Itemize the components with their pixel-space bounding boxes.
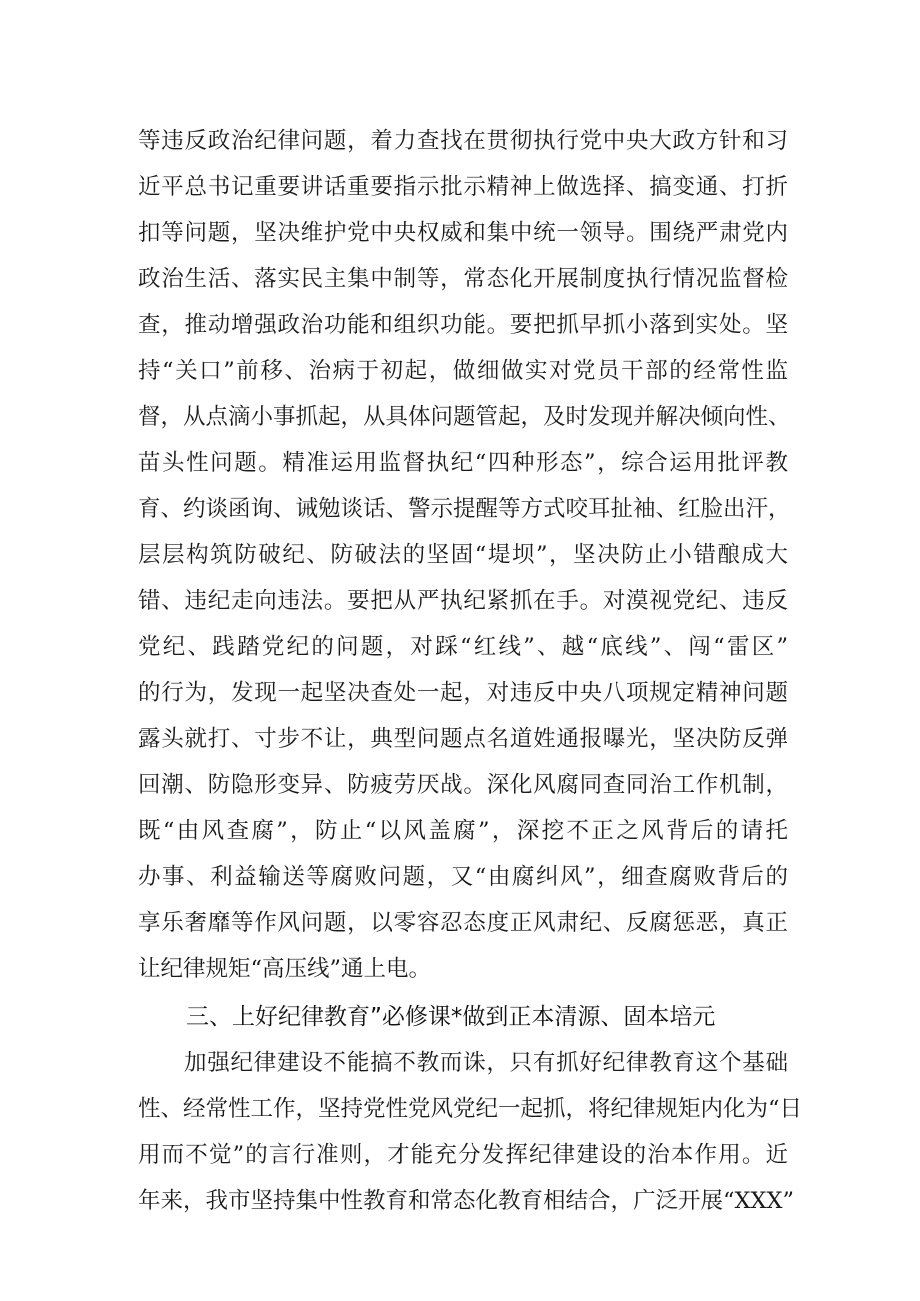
- text-line: 错、违纪走向违法。要把从严执纪紧抓在手。对漠视党纪、违反: [138, 588, 788, 614]
- text-line: 回潮、防隐形变异、防疲劳厌战。深化风腐同查同治工作机制，: [138, 772, 788, 798]
- paragraph-discipline-education: [138, 1040, 803, 1224]
- text-line: 享乐奢靡等作风问题，以零容忍态度正风肃纪、反腐惩恶，真正: [138, 910, 788, 936]
- text-line: 露头就打、寸步不让，典型问题点名道姓通报曝光，坚决防反弹: [138, 726, 788, 752]
- text-line: 党纪、践踏党纪的问题，对踩“红线”、越“底线”、闯“雷区”: [138, 634, 788, 660]
- text-line: 层层构筑防破纪、防破法的坚固“堤坝”，坚决防止小错酿成大: [138, 542, 788, 568]
- text-line: 近平总书记重要讲话重要指示批示精神上做选择、搞变通、打折: [138, 174, 788, 200]
- text-line: 等违反政治纪律问题，着力查找在贯彻执行党中央大政方针和习: [138, 128, 788, 154]
- document-body: [138, 118, 803, 1224]
- text-line: 查，推动增强政治功能和组织功能。要把抓早抓小落到实处。坚: [138, 312, 788, 338]
- text-line: 督，从点滴小事抓起，从具体问题管起，及时发现并解决倾向性、: [138, 404, 791, 430]
- text-line: 办事、利益输送等腐败问题，又“由腐纠风”，细查腐败背后的: [138, 864, 788, 890]
- text-line: 既“由风查腐”，防止“以风盖腐”，深挖不正之风背后的请托: [138, 818, 788, 844]
- text-line: 加强纪律建设不能搞不教而诛，只有抓好纪律教育这个基础: [184, 1050, 788, 1076]
- text-line: 扣等问题，坚决维护党中央权威和集中统一领导。围绕严肃党内: [138, 220, 788, 246]
- text-line: 育、约谈函询、诫勉谈话、警示提醒等方式咬耳扯袖、红脸出汗，: [138, 496, 791, 522]
- section-heading: 三、上好纪律教育”必修课*做到正本清源、固本培元: [186, 1004, 716, 1030]
- text-line: 政治生活、落实民主集中制等，常态化开展制度执行情况监督检: [138, 266, 788, 292]
- paragraph-political-discipline: [138, 118, 791, 992]
- text-line: 苗头性问题。精准运用监督执纪“四种形态”，综合运用批评教: [138, 450, 788, 476]
- text-line: 用而不觉”的言行准则，才能充分发挥纪律建设的治本作用。近: [138, 1142, 788, 1168]
- text-line: 年来，我市坚持集中性教育和常态化教育相结合，广泛开展“XXX”: [138, 1188, 795, 1214]
- text-line: 让纪律规矩“高压线”通上电。: [138, 956, 432, 982]
- text-line: 持“关口”前移、治病于初起，做细做实对党员干部的经常性监: [138, 358, 788, 384]
- text-line: 性、经常性工作，坚持党性党风党纪一起抓，将纪律规矩内化为“日: [138, 1096, 803, 1122]
- text-line: 的行为，发现一起坚决查处一起，对违反中央八项规定精神问题: [138, 680, 788, 706]
